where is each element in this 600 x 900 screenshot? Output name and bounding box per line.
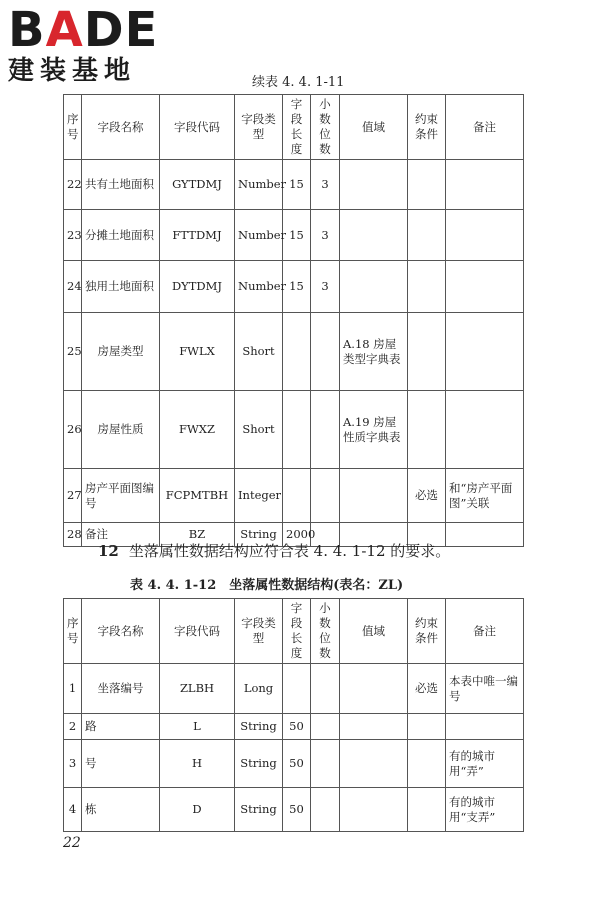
cell: 有的城市用“弄” [446,740,524,788]
cell: 2 [64,714,82,740]
cell [340,210,408,261]
header-cell: 约束条件 [408,95,446,160]
cell [340,664,408,714]
cell: 15 [283,160,311,210]
cell: Long [235,664,283,714]
cell [446,261,524,313]
cell: 和“房产平面图”关联 [446,469,524,523]
header-cell: 备注 [446,599,524,664]
cell: Short [235,313,283,391]
cell [311,714,340,740]
cell: 23 [64,210,82,261]
cell: 50 [283,788,311,832]
table-row [64,313,524,391]
cell: 必选 [408,469,446,523]
cell: 27 [64,469,82,523]
cell: Integer [235,469,283,523]
cell [408,160,446,210]
cell: 房产平面图编号 [82,469,160,523]
cell [340,469,408,523]
cell: 15 [283,261,311,313]
table-row [64,469,524,523]
bade-logo [8,2,178,86]
cell [311,313,340,391]
table1-header-row [64,95,524,160]
cell: FTTDMJ [160,210,235,261]
table2-header-row [64,599,524,664]
cell [408,391,446,469]
cell: L [160,714,235,740]
cell: FCPMTBH [160,469,235,523]
cell: 50 [283,714,311,740]
cell [340,714,408,740]
table-row [64,210,524,261]
cell: String [235,740,283,788]
cell [408,740,446,788]
cell: ZLBH [160,664,235,714]
cell: FWLX [160,313,235,391]
cell [311,788,340,832]
cell [446,160,524,210]
cell [340,261,408,313]
header-cell: 字段类型 [235,95,283,160]
cell [408,313,446,391]
header-cell: 小数位数 [311,599,340,664]
cell: 分摊土地面积 [82,210,160,261]
header-cell: 值域 [340,599,408,664]
cell: 15 [283,210,311,261]
cell [446,523,524,547]
logo-chinese-text: 建装基地 [8,56,137,86]
table-4-4-1-12 [63,598,524,832]
cell [340,740,408,788]
cell: 2000 [283,523,311,547]
cell: Short [235,391,283,469]
cell: 备注 [82,523,160,547]
cell [311,740,340,788]
cell: 3 [311,261,340,313]
table-row [64,261,524,313]
cell [408,210,446,261]
table-row [64,740,524,788]
table-row [64,788,524,832]
cell: A.19 房屋性质字典表 [340,391,408,469]
cell: DYTDMJ [160,261,235,313]
header-cell: 字段代码 [160,95,235,160]
cell: D [160,788,235,832]
header-cell: 序号 [64,599,82,664]
header-cell: 字段长度 [283,95,311,160]
cell [311,391,340,469]
header-cell: 序号 [64,95,82,160]
cell: String [235,788,283,832]
cell: 坐落编号 [82,664,160,714]
cell [283,469,311,523]
table1-caption: 续表 4. 4. 1-11 [252,75,345,90]
cell [408,788,446,832]
cell: 房屋类型 [82,313,160,391]
cell [340,788,408,832]
cell: A.18 房屋类型字典表 [340,313,408,391]
cell [446,313,524,391]
cell: FWXZ [160,391,235,469]
paragraph-text: 坐落属性数据结构应符合表 4. 4. 1-12 的要求。 [128,542,451,560]
header-cell: 字段长度 [283,599,311,664]
cell: 必选 [408,664,446,714]
cell [311,664,340,714]
logo-brand-text: BADE [8,2,159,58]
cell: 有的城市用“支弄” [446,788,524,832]
cell: 本表中唯一编号 [446,664,524,714]
cell: 50 [283,740,311,788]
cell: Number [235,261,283,313]
cell: 3 [311,210,340,261]
header-cell: 值域 [340,95,408,160]
cell: 22 [64,160,82,210]
cell: H [160,740,235,788]
cell: 号 [82,740,160,788]
table-row [64,391,524,469]
cell: 共有土地面积 [82,160,160,210]
table-row [64,714,524,740]
cell: 28 [64,523,82,547]
header-cell: 字段名称 [82,95,160,160]
cell [408,714,446,740]
cell: String [235,714,283,740]
cell: 4 [64,788,82,832]
cell: 独用土地面积 [82,261,160,313]
header-cell: 小数位数 [311,95,340,160]
cell: BZ [160,523,235,547]
cell: Number [235,160,283,210]
cell: 26 [64,391,82,469]
cell: 3 [64,740,82,788]
cell [446,210,524,261]
page-number: 22 [63,835,81,851]
cell [311,469,340,523]
header-cell: 约束条件 [408,599,446,664]
cell [283,313,311,391]
cell: 栋 [82,788,160,832]
cell: 房屋性质 [82,391,160,469]
cell: GYTDMJ [160,160,235,210]
cell [446,391,524,469]
cell: 25 [64,313,82,391]
table2-caption: 表 4. 4. 1-12 坐落属性数据结构(表名：ZL) [130,578,404,593]
table-row [64,664,524,714]
cell: String [235,523,283,547]
cell: 1 [64,664,82,714]
cell [283,391,311,469]
cell [283,664,311,714]
header-cell: 字段代码 [160,599,235,664]
cell [408,261,446,313]
cell: Number [235,210,283,261]
cell: 24 [64,261,82,313]
table-4-4-1-11-continued [63,94,524,547]
cell [446,714,524,740]
paragraph-number: 12 [98,542,119,560]
header-cell: 备注 [446,95,524,160]
header-cell: 字段名称 [82,599,160,664]
cell [340,160,408,210]
cell: 3 [311,160,340,210]
cell: 路 [82,714,160,740]
table-row [64,160,524,210]
section-paragraph [98,540,450,561]
header-cell: 字段类型 [235,599,283,664]
